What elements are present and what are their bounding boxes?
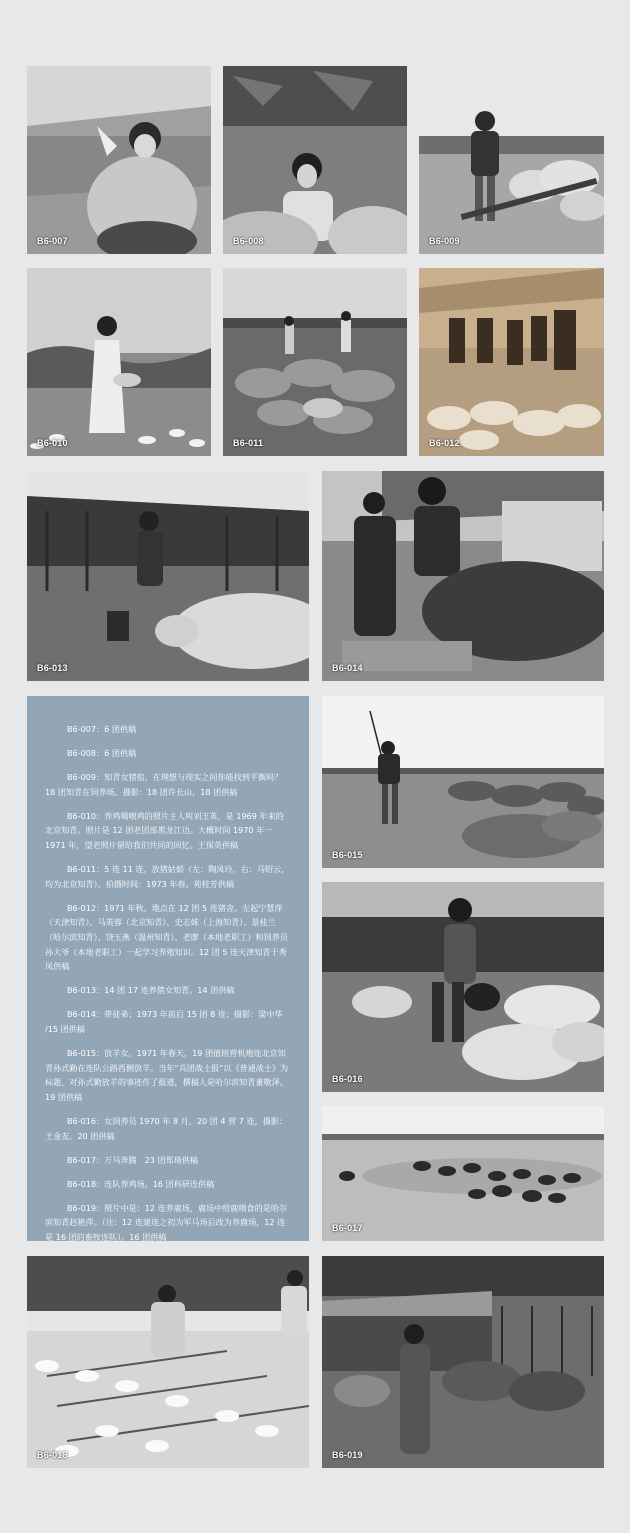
caption-panel xyxy=(27,696,309,1241)
photo-b6-018 xyxy=(27,1256,309,1468)
photo-b6-016 xyxy=(322,882,604,1092)
photo-b6-008-image xyxy=(223,66,407,254)
photo-b6-012-image xyxy=(419,268,604,456)
caption-b6-011: B6-011：5 连 11 连，放猪姑娘（左：陶凤玲，右：马绍云，均为北京知青）。拍摄时间：1973 年春。苑桂芳供稿 xyxy=(45,864,290,889)
photo-b6-017 xyxy=(322,1106,604,1241)
photo-b6-019 xyxy=(322,1256,604,1468)
photo-b6-015 xyxy=(322,696,604,868)
caption-b6-016: B6-016：女饲养员 1970 年 8 月，20 团 4 营 7 连，摄影：王金友。20 团供稿 xyxy=(45,1115,287,1141)
photo-b6-007-image xyxy=(27,66,211,254)
photo-b6-018-image xyxy=(27,1256,309,1468)
photo-label: B6-012 xyxy=(429,438,460,448)
photo-b6-013 xyxy=(27,471,309,681)
photo-b6-010 xyxy=(27,268,211,456)
photo-b6-013-image xyxy=(27,471,309,681)
caption-b6-014: B6-014：带徒弟；1973 年前后 15 团 8 连；摄影：梁中华 /15 团供稿 xyxy=(45,1009,283,1034)
photo-label: B6-011 xyxy=(233,438,264,448)
photo-label: B6-018 xyxy=(37,1450,68,1460)
photo-b6-007 xyxy=(27,66,211,254)
caption-b6-018: B6-018：连队养鸡场。16 团科研连供稿 xyxy=(67,1178,215,1189)
photo-b6-017-image xyxy=(322,1106,604,1241)
caption-b6-008: B6-008：6 团供稿 xyxy=(67,748,137,759)
caption-b6-007: B6-007：6 团供稿 xyxy=(67,724,137,734)
photo-b6-016-image xyxy=(322,882,604,1092)
photo-b6-008 xyxy=(223,66,407,254)
photo-b6-019-image xyxy=(322,1256,604,1468)
photo-b6-012 xyxy=(419,268,604,456)
photo-b6-009 xyxy=(419,66,604,254)
photo-b6-015-image xyxy=(322,696,604,868)
caption-b6-013: B6-013：14 团 17 连养猪女知青。14 团供稿 xyxy=(67,985,235,996)
caption-b6-017: B6-017：万马奔腾 23 团郑琦供稿 xyxy=(67,1154,198,1165)
caption-b6-019: B6-019：照片中是：12 连养鹿场，鹿场中给鹿喂食的是哈尔滨知青赵艳萍。（注：12 连建连之初为军马场后改为养鹿场，12 连是 16 团的畜牧连队）。16 团供稿 xyxy=(45,1202,288,1243)
photo-label: B6-010 xyxy=(37,438,68,448)
photo-label: B6-007 xyxy=(37,236,68,246)
photo-b6-014-image xyxy=(322,471,604,681)
photo-label: B6-013 xyxy=(37,663,68,673)
photo-label: B6-019 xyxy=(332,1450,363,1460)
photo-label: B6-015 xyxy=(332,850,363,860)
photo-b6-014 xyxy=(322,471,604,681)
photo-label: B6-009 xyxy=(429,236,460,246)
photo-label: B6-008 xyxy=(233,236,264,246)
photo-b6-011-image xyxy=(223,268,407,456)
caption-b6-009: B6-009：知青女猪倌，在理想与现实之间你能找到平衡吗？ 18 团知青在饲养场。摄影：18 团许长山，18 团供稿 xyxy=(45,772,283,797)
photo-b6-010-image xyxy=(27,268,211,456)
photo-b6-009-image xyxy=(419,66,604,254)
caption-b6-012: B6-012：1971 年秋。地点在 12 团 5 连猪舍。左起宁慧萍（天津知青）、马英蓉（北京知青）、史志妹（上海知青）、景桂兰（哈尔滨知青）、饶玉燕（温州知青）、老廖（本地老职工）和饲养员孙大爷（本地老职工）一起学习养殖知识。12 团 5 连天津知青于秀凤供稿 xyxy=(45,902,288,972)
caption-b6-010: B6-010：养鸡場喂鸡的照片主人叫刘玉英，是 1969 年来的北京知青。照片是 12 团老团部黑龙江边。大概时间 1970 年一 1971 年，望老照片留给我们共同的回忆。王保英供稿 xyxy=(45,810,284,851)
photo-label: B6-014 xyxy=(332,663,363,673)
photo-label: B6-017 xyxy=(332,1223,363,1233)
photo-b6-011 xyxy=(223,268,407,456)
caption-b6-015: B6-015：放羊女。1971 年春天，19 团值班营机炮连北京知青孙式勤在连队公路西侧放羊。当年“兵团战士报”以《普通战士》为标题，对孙式勤放羊的事迹作了报道，撰稿人是哈尔滨知青董敬泽。19 团供稿 xyxy=(45,1048,289,1102)
photo-label: B6-016 xyxy=(332,1074,363,1084)
